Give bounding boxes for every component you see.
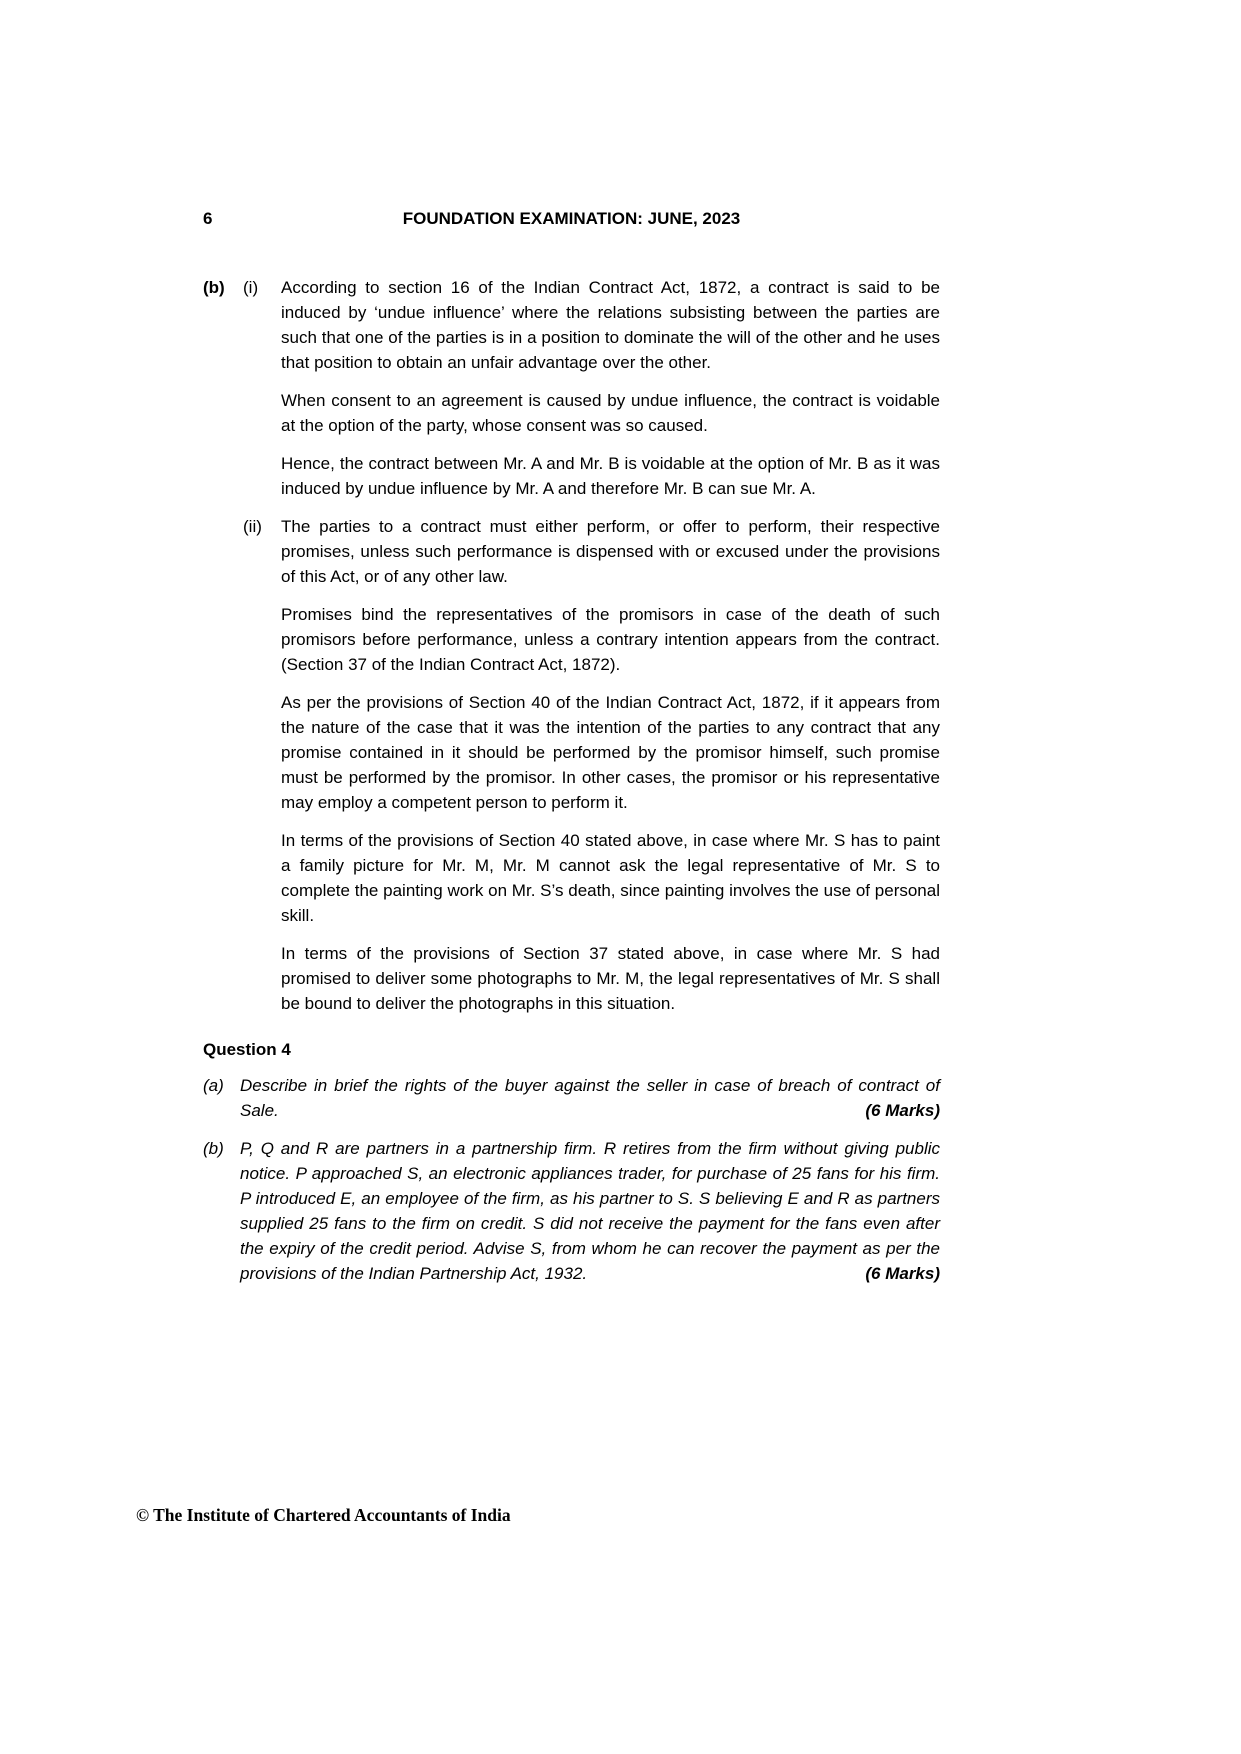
- paragraph: Promises bind the representatives of the promisors in case of the death of such promisors before performance, unless a contrary intention appears from the contract. (Section 37 of the Indian Contract Act, 1872).: [281, 605, 940, 674]
- paragraph: When consent to an agreement is caused by undue influence, the contract is voidable at the option of the party, whose consent was so caused.: [281, 391, 940, 435]
- part-a-question: Describe in brief the rights of the buyer against the seller in case of breach of contract of Sale.: [240, 1076, 940, 1120]
- part-a-text: [240, 1073, 940, 1123]
- page-content: [203, 206, 940, 1299]
- subpart-ii-paragraphs: [281, 514, 940, 1029]
- answer-subparts: [243, 275, 940, 1029]
- subpart-i-paragraphs: [281, 275, 940, 514]
- question-4-part-a: [203, 1073, 940, 1123]
- question-4-heading: Question 4: [203, 1040, 291, 1059]
- page-header: [203, 206, 940, 231]
- paragraph: In terms of the provisions of Section 40 stated above, in case where Mr. S has to paint a family picture for Mr. M, Mr. M cannot ask the legal representative of Mr. S to complete the painting work on Mr. S’s death, since painting involves the use of personal skill.: [281, 831, 940, 925]
- subpart-label-ii: (ii): [243, 517, 262, 536]
- subpart-label-i: (i): [243, 278, 259, 297]
- part-a-label: (a): [203, 1076, 224, 1095]
- part-b-text: [240, 1136, 940, 1286]
- subpart-ii: [243, 514, 940, 1029]
- paragraph: The parties to a contract must either perform, or offer to perform, their respective promises, unless such performance is dispensed with or excused under the provisions of this Act, or of any other law.: [281, 517, 940, 586]
- answer-label-b: (b): [203, 278, 225, 297]
- paragraph: As per the provisions of Section 40 of the Indian Contract Act, 1872, if it appears from the nature of the case that it was the intention of the parties to any contract that any promise contained in it should be performed by the promisor himself, such promise must be performed by the promisor. In other cases, the promisor or his representative may employ a competent person to perform it.: [281, 693, 940, 812]
- answer-block-b: [203, 275, 940, 1029]
- part-b-marks: (6 Marks): [865, 1264, 940, 1283]
- part-a-marks: (6 Marks): [865, 1101, 940, 1120]
- subpart-i: [243, 275, 940, 514]
- page-header-title: FOUNDATION EXAMINATION: JUNE, 2023: [402, 209, 741, 228]
- paragraph: In terms of the provisions of Section 37 stated above, in case where Mr. S had promised to deliver some photographs to Mr. M, the legal representatives of Mr. S shall be bound to deliver the photographs in this situation.: [281, 944, 940, 1013]
- question-4-part-b: [203, 1136, 940, 1286]
- part-b-question: P, Q and R are partners in a partnership firm. R retires from the firm without giving public notice. P approached S, an electronic appliances trader, for purchase of 25 fans for his firm. P introduced E, an employee of the firm, as his partner to S. S believing E and R as partners supplied 25 fans to the firm on credit. S did not receive the payment for the fans even after the expiry of the credit period. Advise S, from whom he can recover the payment as per the provisions of the Indian Partnership Act, 1932.: [240, 1139, 940, 1283]
- page-number: 6: [203, 209, 213, 228]
- copyright-footer: © The Institute of Chartered Accountants of India: [136, 1505, 511, 1525]
- paragraph: Hence, the contract between Mr. A and Mr. B is voidable at the option of Mr. B as it was induced by undue influence by Mr. A and therefore Mr. B can sue Mr. A.: [281, 454, 940, 498]
- part-b-label: (b): [203, 1139, 224, 1158]
- paragraph: According to section 16 of the Indian Contract Act, 1872, a contract is said to be induced by ‘undue influence’ where the relations subsisting between the parties are such that one of the parties is in a position to dominate the will of the other and he uses that position to obtain an unfair advantage over the other.: [281, 278, 940, 372]
